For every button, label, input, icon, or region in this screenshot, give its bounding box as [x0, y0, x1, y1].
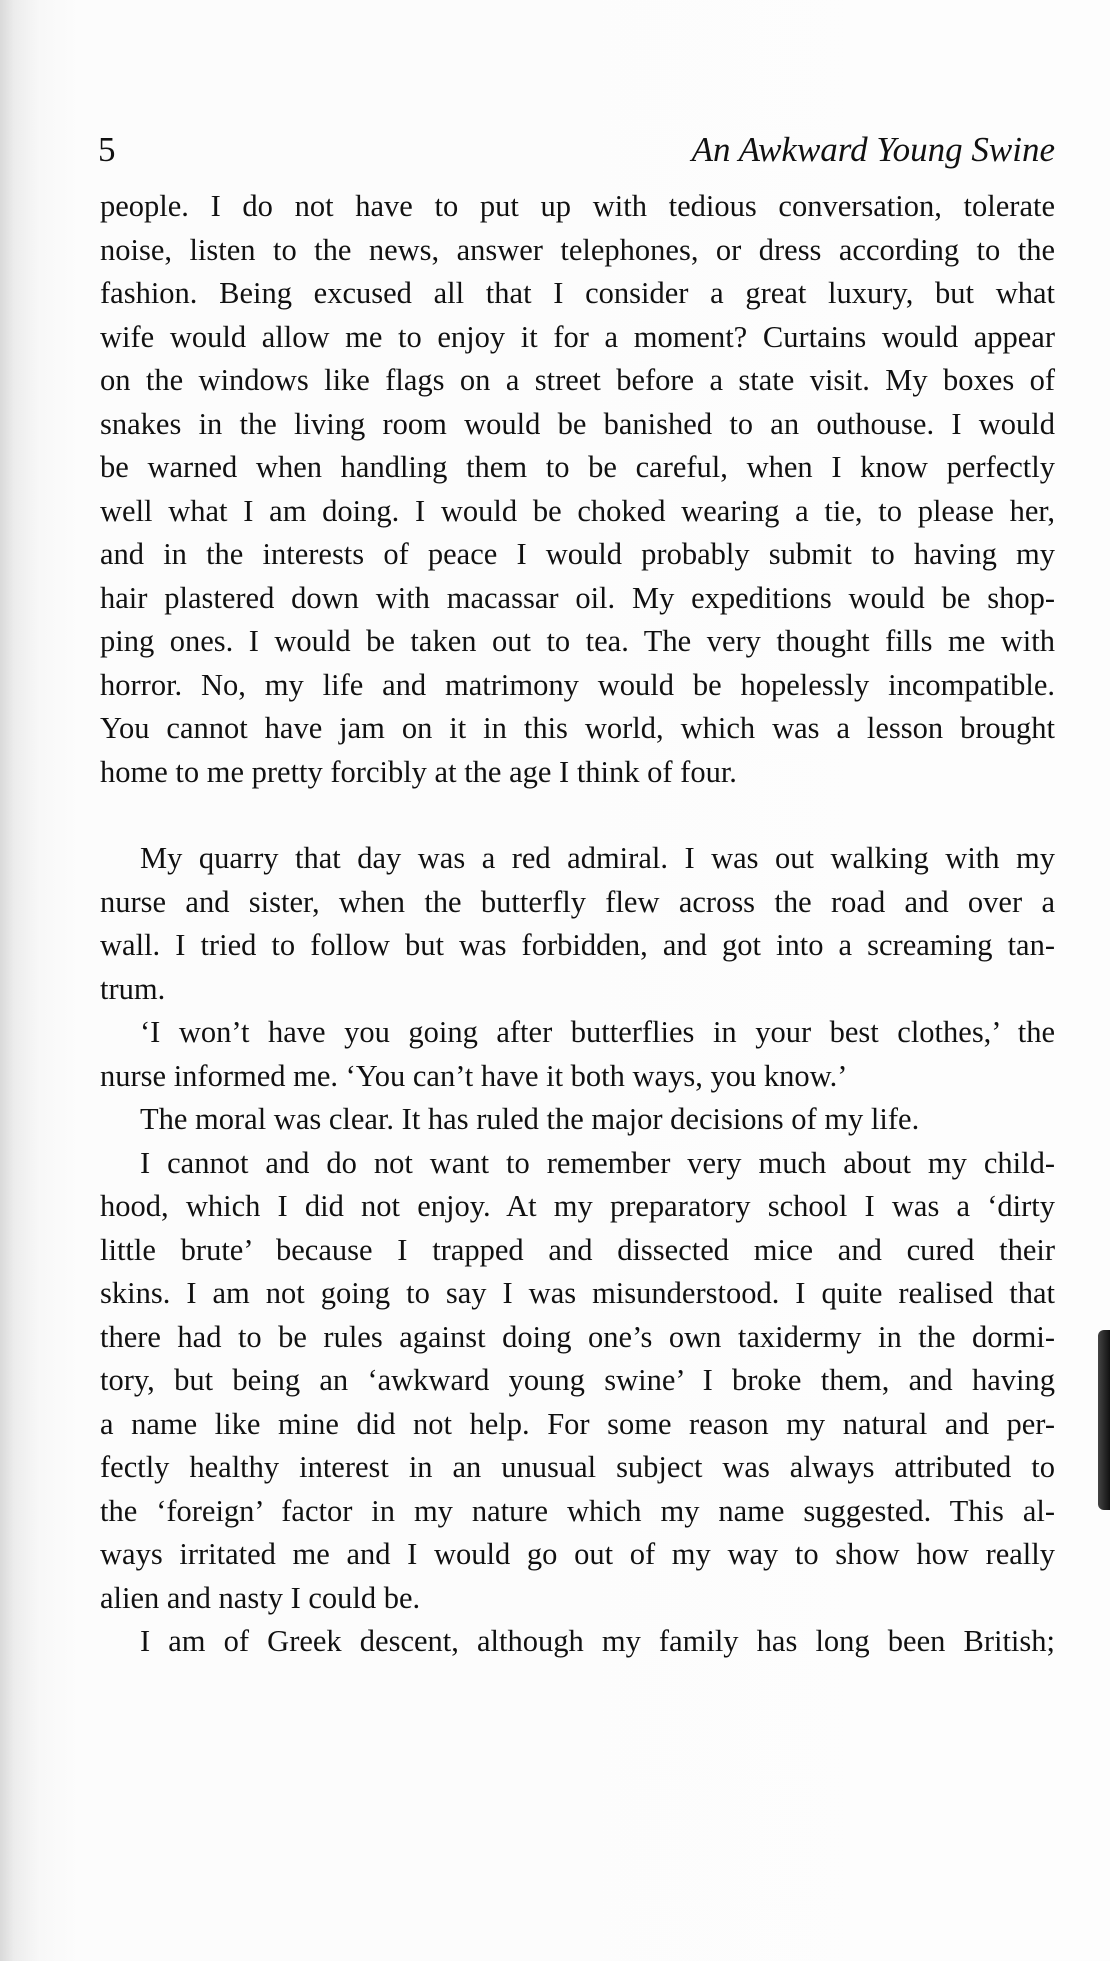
- text-line: horror. No, my life and matrimony would be hopelessly incompatible.: [100, 667, 1055, 702]
- body-text: [100, 185, 1055, 1664]
- text-line: fectly healthy interest in an unusual subject was always attributed to: [100, 1450, 1055, 1484]
- text-line: noise, listen to the news, answer telephones, or dress according to the: [100, 232, 1055, 267]
- text-line: ways irritated me and I would go out of my way to show how really: [100, 1537, 1055, 1571]
- text-line: the ‘foreign’ factor in my nature which my name suggested. This al-: [100, 1493, 1055, 1528]
- running-title: An Awkward Young Swine: [691, 130, 1055, 169]
- text-line: home to me pretty forcibly at the age I think of four.: [100, 754, 737, 789]
- text-line: The moral was clear. It has ruled the major decisions of my life.: [140, 1102, 920, 1136]
- text-line: nurse informed me. ‘You can’t have it both ways, you know.’: [100, 1058, 848, 1093]
- text-line: wife would allow me to enjoy it for a moment? Curtains would appear: [100, 319, 1055, 354]
- text-line: and in the interests of peace I would probably submit to having my: [100, 537, 1055, 571]
- page-header: [98, 128, 1055, 172]
- text-line: hair plastered down with macassar oil. My expeditions would be shop-: [100, 580, 1055, 615]
- text-line: snakes in the living room would be banished to an outhouse. I would: [100, 406, 1055, 441]
- text-line: little brute’ because I trapped and dissected mice and cured their: [100, 1232, 1055, 1267]
- text-line: there had to be rules against doing one’s own taxidermy in the dormi-: [100, 1319, 1055, 1354]
- text-line: a name like mine did not help. For some reason my natural and per-: [100, 1406, 1055, 1441]
- text-line: on the windows like flags on a street before a state visit. My boxes of: [100, 363, 1055, 397]
- text-line: wall. I tried to follow but was forbidden, and got into a screaming tan-: [100, 928, 1055, 962]
- text-line: I cannot and do not want to remember very much about my child-: [140, 1145, 1055, 1180]
- text-line: alien and nasty I could be.: [100, 1580, 421, 1615]
- text-line: well what I am doing. I would be choked wearing a tie, to please her,: [100, 493, 1055, 528]
- text-line: My quarry that day was a red admiral. I was out walking with my: [140, 841, 1055, 875]
- text-line: trum.: [100, 971, 166, 1006]
- text-line: fashion. Being excused all that I consider a great luxury, but what: [100, 276, 1055, 310]
- text-line: hood, which I did not enjoy. At my preparatory school I was a ‘dirty: [100, 1189, 1055, 1223]
- page-edge-shadow: [1098, 1330, 1110, 1510]
- text-line: be warned when handling them to be careful, when I know perfectly: [100, 450, 1055, 484]
- text-line: ‘I won’t have you going after butterflies in your best clothes,’ the: [140, 1015, 1055, 1049]
- text-line: ping ones. I would be taken out to tea. The very thought fills me with: [100, 624, 1055, 658]
- text-line: skins. I am not going to say I was misunderstood. I quite realised that: [100, 1276, 1055, 1310]
- text-line: tory, but being an ‘awkward young swine’ I broke them, and having: [100, 1363, 1055, 1397]
- text-line: I am of Greek descent, although my family has long been British;: [140, 1624, 1055, 1658]
- text-line: nurse and sister, when the butterfly flew across the road and over a: [100, 884, 1055, 919]
- text-line: people. I do not have to put up with tedious conversation, tolerate: [100, 189, 1055, 223]
- section-break: [100, 794, 1055, 837]
- page-number: 5: [98, 130, 116, 169]
- text-line: You cannot have jam on it in this world, which was a lesson brought: [100, 711, 1055, 745]
